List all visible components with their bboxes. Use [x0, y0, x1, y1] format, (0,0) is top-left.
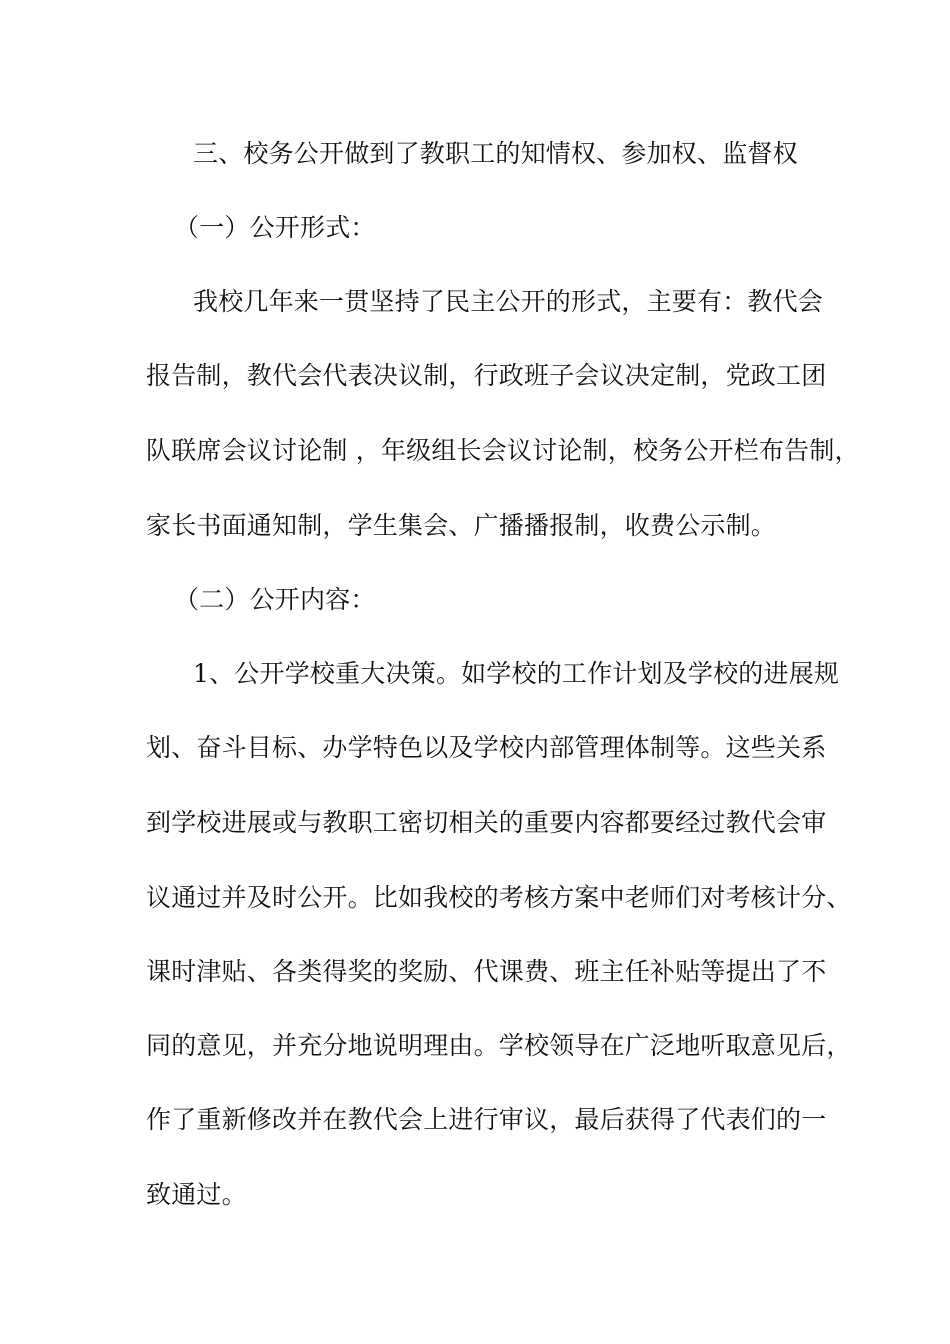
- paragraph-line: 我校几年来一贯坚持了民主公开的形式，主要有：教代会: [193, 287, 824, 316]
- paragraph-line: 致通过。: [146, 1180, 247, 1209]
- paragraph-line: 议通过并及时公开。比如我校的考核方案中老师们对考核计分、: [146, 883, 852, 912]
- section-heading: 三、校务公开做到了教职工的知情权、参加权、监督权: [193, 139, 798, 168]
- paragraph-line: 报告制，教代会代表决议制，行政班子会议决定制，党政工团: [146, 361, 827, 390]
- paragraph-line: 队联席会议讨论制 ，年级组长会议讨论制，校务公开栏布告制，: [146, 436, 860, 465]
- subheading-content: （二）公开内容：: [174, 585, 376, 614]
- paragraph-line: 同的意见，并充分地说明理由。学校领导在广泛地听取意见后，: [146, 1031, 852, 1060]
- paragraph-line: 1、公开学校重大决策。如学校的工作计划及学校的进展规: [193, 659, 840, 688]
- paragraph-line: 划、奋斗目标、办学特色以及学校内部管理体制等。这些关系: [146, 733, 827, 762]
- paragraph-line: 作了重新修改并在教代会上进行审议，最后获得了代表们的一: [146, 1105, 827, 1134]
- subheading-form: （一）公开形式：: [174, 213, 376, 242]
- paragraph-line: 课时津贴、各类得奖的奖励、代课费、班主任补贴等提出了不: [146, 957, 827, 986]
- paragraph-line: 到学校进展或与教职工密切相关的重要内容都要经过教代会审: [146, 808, 827, 837]
- paragraph-line: 家长书面通知制，学生集会、广播播报制，收费公示制。: [146, 511, 777, 540]
